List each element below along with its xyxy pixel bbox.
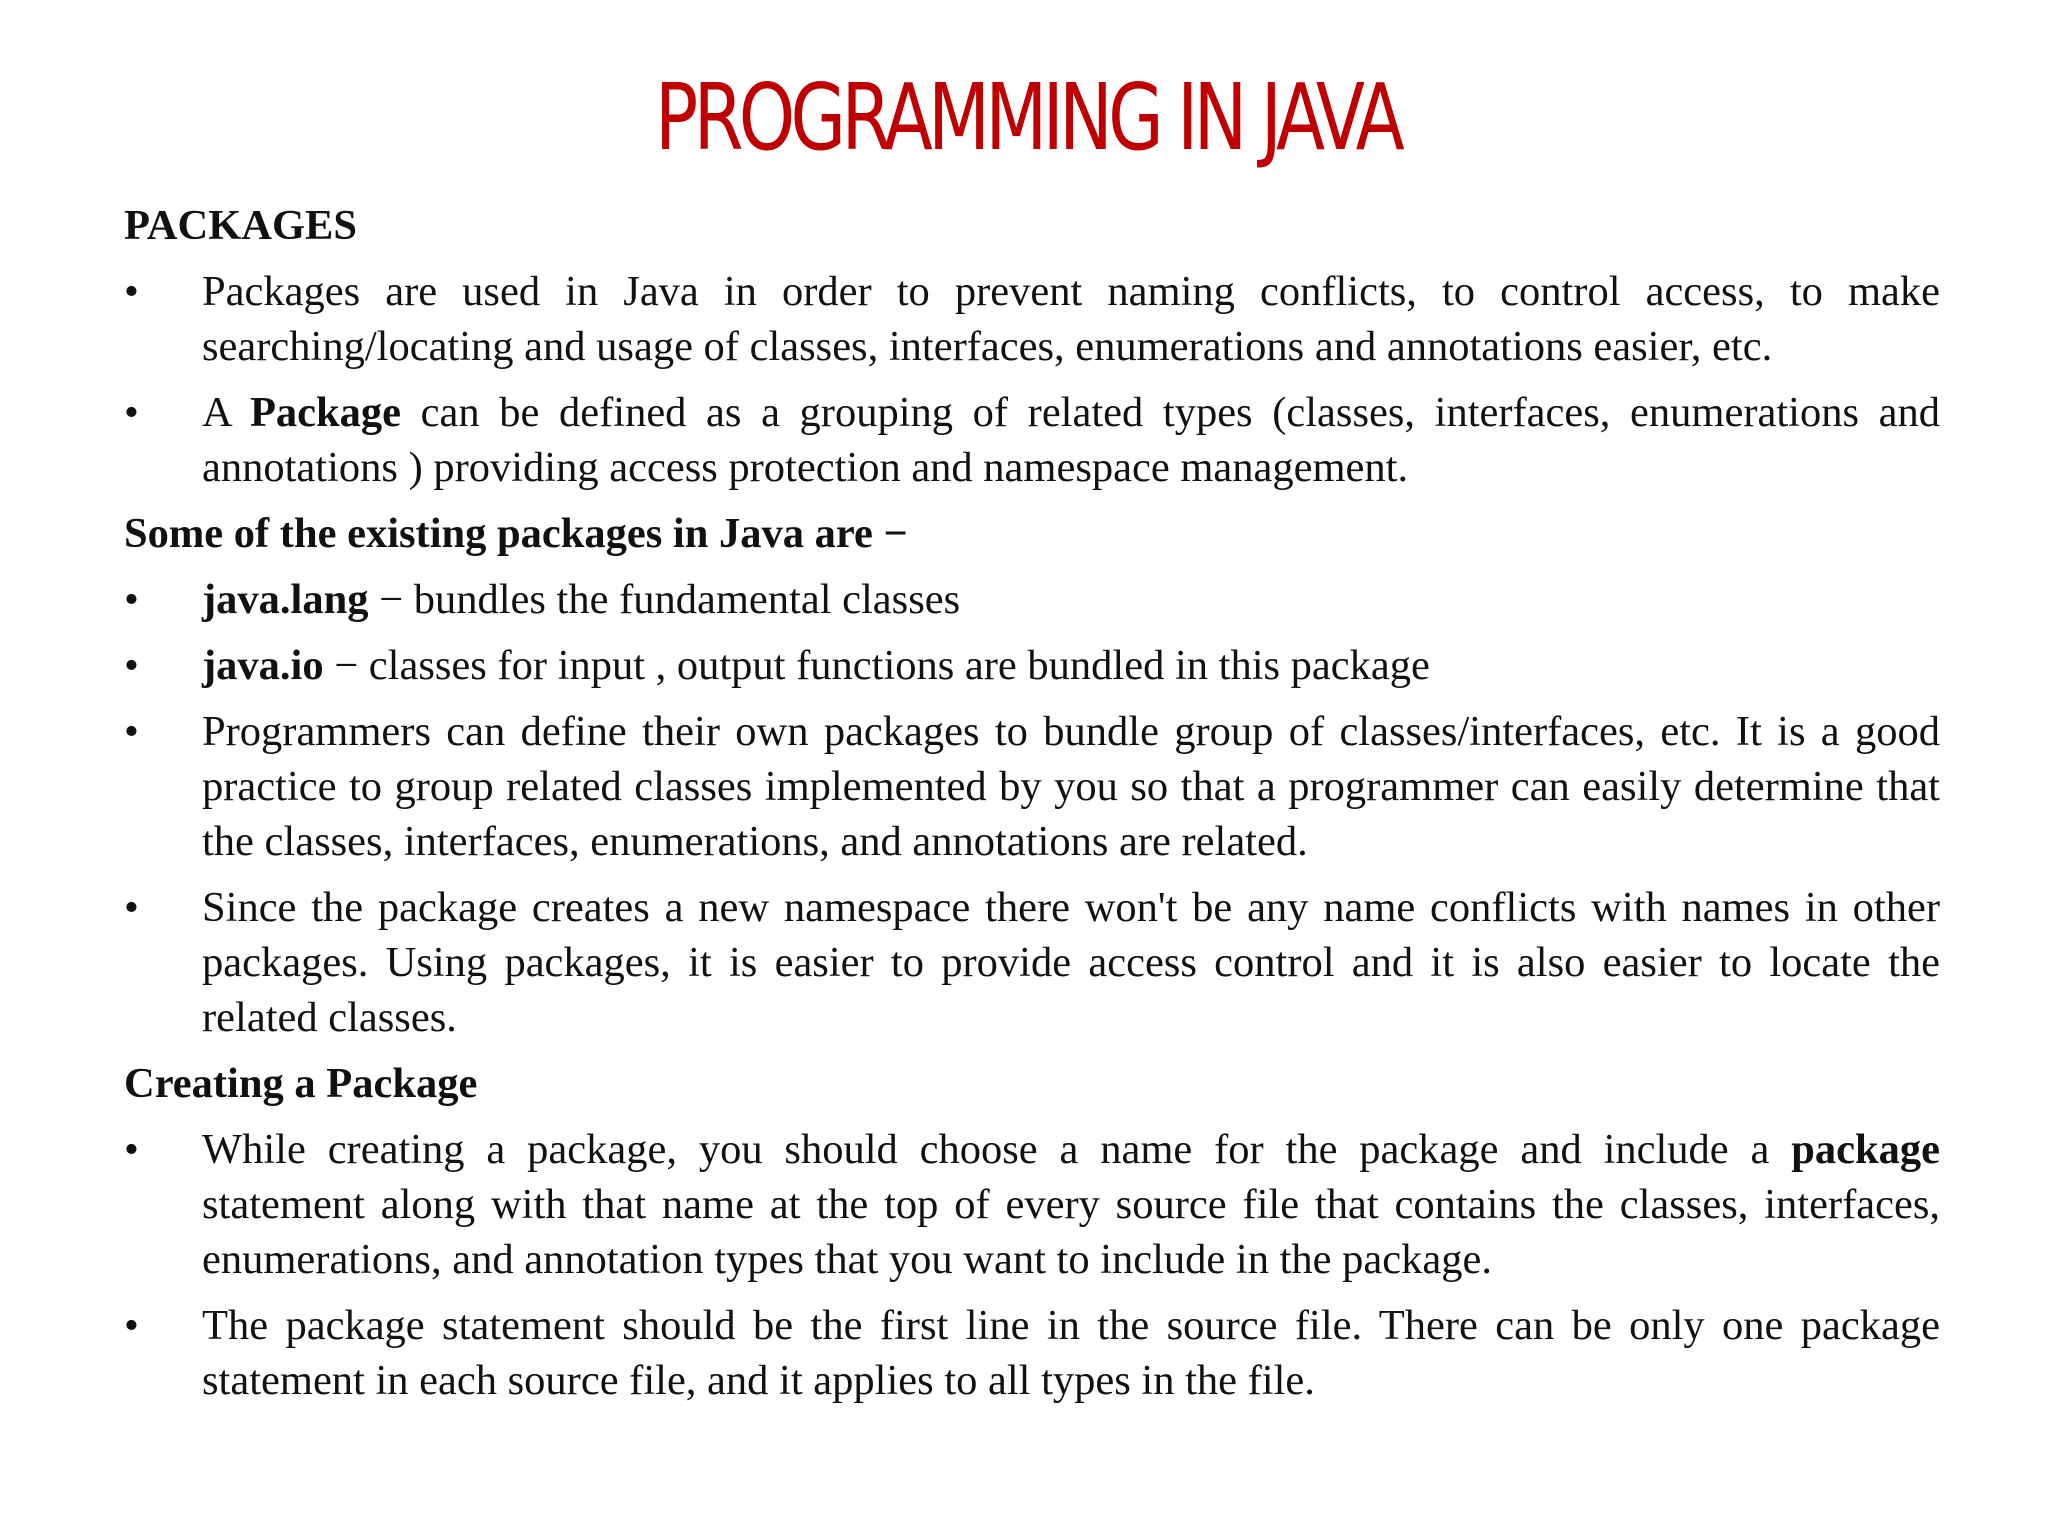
bullet-text-post: − classes for input , output functions are bundled in this package: [323, 642, 1430, 689]
bullet-text-bold: Package: [249, 389, 402, 436]
bullet-item: [124, 1122, 1940, 1287]
bullet-text: Since the package creates a new namespace there won't be any name conflicts with names in other packages. Using packages, it is easier to provide access control and it is also easier to locate the related classes.: [202, 884, 1940, 1041]
bullet-item: [124, 638, 1940, 693]
bullet-item: [124, 385, 1940, 495]
bullet-item: [124, 572, 1940, 627]
section-heading-existing-packages: Some of the existing packages in Java are −: [124, 510, 908, 557]
bullet-text-pre: While creating a package, you should choose a name for the package and include a: [202, 1126, 1792, 1173]
bullet-item: [124, 880, 1940, 1045]
bullet-text-bold: java.lang: [202, 576, 369, 623]
bullet-item: [124, 264, 1940, 374]
slide-content: [124, 198, 1940, 1419]
bullet-dot: •: [124, 389, 139, 436]
bullet-dot: •: [124, 708, 139, 755]
bullet-dot: •: [124, 576, 139, 623]
bullet-dot: •: [124, 884, 139, 931]
bullet-text-post: − bundles the fundamental classes: [368, 576, 961, 623]
bullet-text: The package statement should be the first line in the source file. There can be only one package statement in each source file, and it applies to all types in the file.: [202, 1302, 1940, 1404]
section-heading-packages: PACKAGES: [124, 202, 357, 249]
bullet-text-post: can be defined as a grouping of related types (classes, interfaces, enumerations and annotations ) providing access protection and namespace management.: [202, 389, 1940, 491]
bullet-text-bold: java.io: [202, 642, 324, 689]
bullet-dot: •: [124, 1302, 139, 1349]
bullet-text-bold: package: [1791, 1126, 1940, 1173]
bullet-text: Programmers can define their own packages to bundle group of classes/interfaces, etc. It is a good practice to group related classes implemented by you so that a programmer can easily determine that the classes, interfaces, enumerations, and annotations are related.: [202, 708, 1940, 865]
bullet-text-post: statement along with that name at the top of every source file that contains the classes, interfaces, enumerations, and annotation types that you want to include in the package.: [202, 1181, 1940, 1283]
bullet-dot: •: [124, 1126, 139, 1173]
bullet-item: [124, 704, 1940, 869]
section-heading-creating-package: Creating a Package: [124, 1060, 478, 1107]
bullet-dot: •: [124, 268, 139, 315]
slide-title: PROGRAMMING IN JAVA: [654, 64, 1401, 171]
bullet-text: Packages are used in Java in order to prevent naming conflicts, to control access, to make searching/locating and usage of classes, interfaces, enumerations and annotations easier, etc.: [202, 268, 1940, 370]
bullet-dot: •: [124, 642, 139, 689]
bullet-text-pre: A: [202, 389, 250, 436]
bullet-item: [124, 1298, 1940, 1408]
